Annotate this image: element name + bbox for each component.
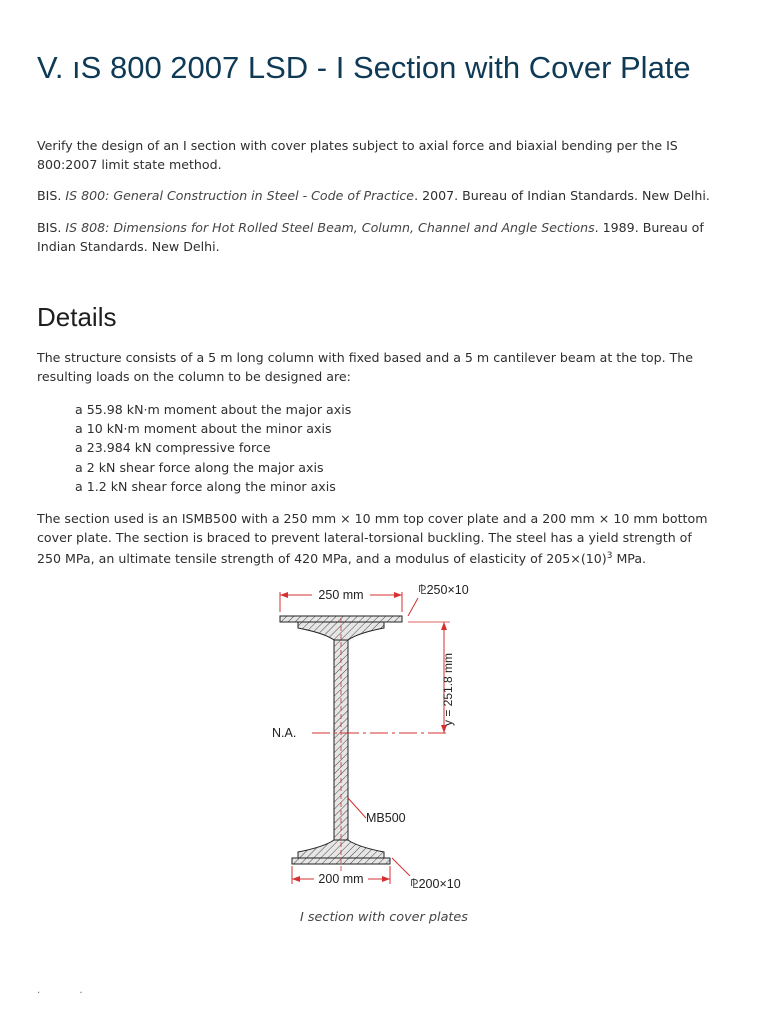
top-width-label: 250 mm	[318, 588, 364, 602]
top-dim-arrow-right	[394, 592, 402, 598]
figure-caption: I section with cover plates	[300, 910, 468, 925]
list-item: a 1.2 kN shear force along the minor axis	[75, 478, 336, 494]
list-item: a 23.984 kN compressive force	[75, 440, 271, 456]
top-plate-leader	[408, 598, 418, 616]
reference-1	[37, 186, 727, 205]
bottom-plate-label: ⅊200×10	[410, 877, 461, 891]
list-item: a 55.98 kN·m moment about the major axis	[75, 402, 352, 417]
reference-2-title: IS 808: Dimensions for Hot Rolled Steel Beam, Column, Channel and Angle Sections	[65, 220, 595, 235]
reference-2-prefix: BIS.	[37, 220, 66, 235]
top-dim-arrow-left	[280, 592, 288, 598]
ybar-arrow-top	[441, 622, 447, 630]
reference-1-suffix: . 2007. Bureau of Indian Standards. New Delhi.	[414, 188, 710, 203]
reference-1-prefix: BIS.	[37, 188, 66, 203]
bottom-width-label: 200 mm	[318, 872, 364, 886]
bottom-plate-leader	[392, 858, 410, 876]
bottom-dim-arrow-left	[292, 876, 300, 882]
section-paragraph	[37, 509, 717, 568]
neutral-axis-label: N.A.	[272, 726, 297, 740]
i-section-figure	[268, 578, 488, 891]
section-label: MB500	[366, 811, 406, 825]
reference-1-title: IS 800: General Construction in Steel - Code of Practice	[65, 188, 415, 203]
reference-2-suffix: . 1989. Bureau of Indian Standards. New Delhi.	[37, 220, 704, 254]
stray-marks: . .	[37, 985, 101, 996]
details-heading: Details	[37, 302, 117, 332]
section-leader	[348, 798, 366, 818]
bottom-dim-arrow-right	[382, 876, 390, 882]
page-title: V. ıS 800 2007 LSD - I Section with Cover Plate	[37, 50, 691, 85]
loads-list	[75, 400, 351, 496]
top-plate-label: ⅊250×10	[418, 583, 469, 597]
reference-2	[37, 218, 717, 256]
section-text-end: MPa.	[612, 551, 647, 567]
intro-paragraph: Verify the design of an I section with cover plates subject to axial force and biaxial bending per the IS 800:2007 limit state method.	[37, 138, 678, 172]
section-exponent: 3	[606, 551, 613, 561]
list-item: a 2 kN shear force along the major axis	[75, 459, 324, 475]
ybar-label: y = 251.8 mm	[441, 652, 455, 726]
details-paragraph: The structure consists of a 5 m long column with fixed based and a 5 m cantilever beam at the top. The resulting loads on the column to be designed are:	[37, 350, 694, 384]
section-text: The section used is an ISMB500 with a 250 mm × 10 mm top cover plate and a 200 mm × 10 mm bottom cover plate. The section is braced to prevent lateral-torsional buckling. The steel has a yield strength of 250 MPa, an ultimate tensile strength of 420 MPa, and a modulus of elasticity of 205×(10)	[37, 511, 708, 567]
list-item: a 10 kN·m moment about the minor axis	[75, 421, 332, 437]
